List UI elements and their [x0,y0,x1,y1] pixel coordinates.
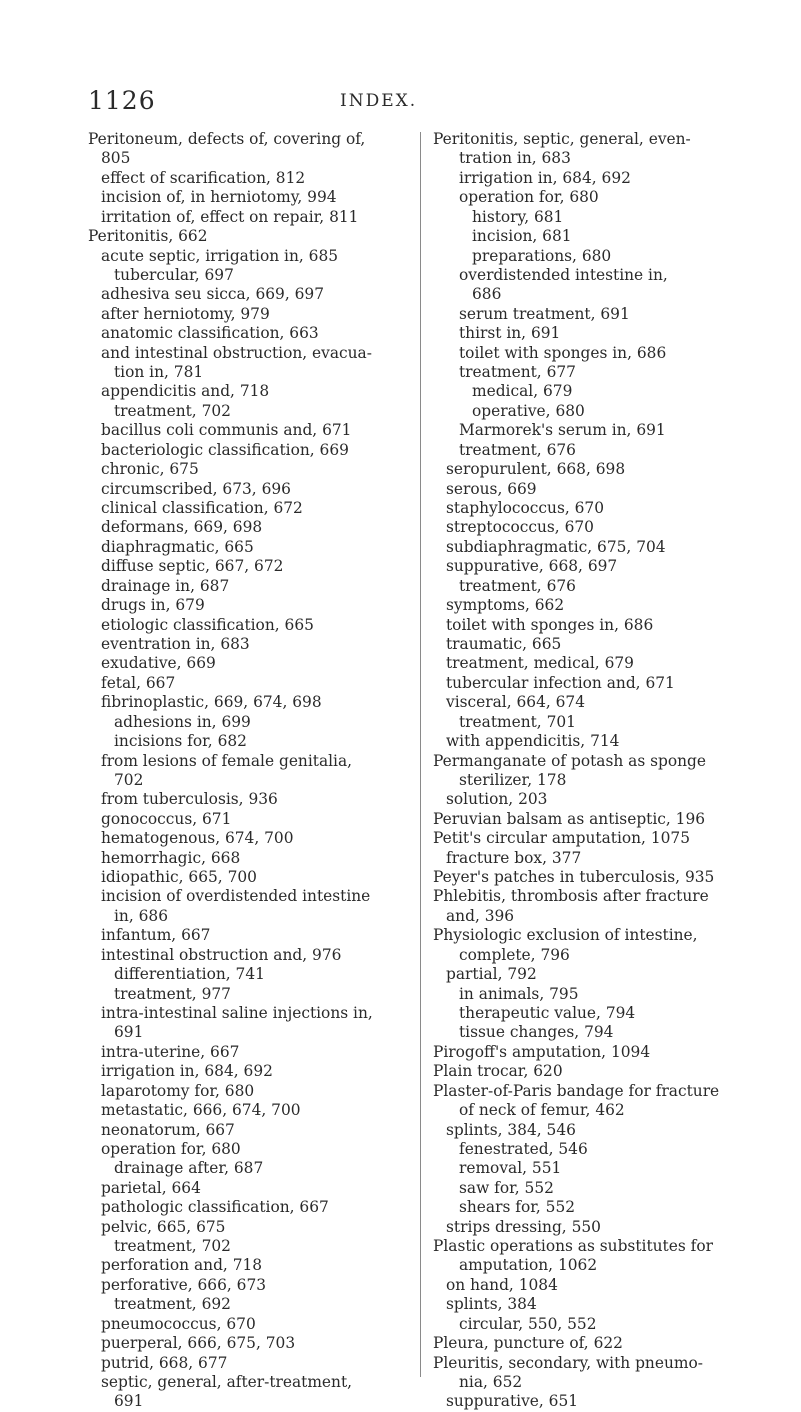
index-entry: toilet with sponges in, 686 [446,615,654,634]
index-entry: Phlebitis, thrombosis after fracture [433,887,709,906]
index-entry: and intestinal obstruction, evacua- [101,343,372,362]
index-entry: diaphragmatic, 665 [101,537,254,556]
index-entry: hemorrhagic, 668 [101,848,241,867]
index-entry: pneumococcus, 670 [101,1314,256,1333]
index-entry: Plain trocar, 620 [433,1062,563,1081]
running-head: INDEX. [340,91,418,111]
index-entry: laparotomy for, 680 [101,1081,255,1100]
index-entry: saw for, 552 [459,1178,554,1197]
index-entry: diffuse septic, 667, 672 [101,557,284,576]
index-entry: Peritoneum, defects of, covering of, [88,130,366,148]
index-entry: Peyer's patches in tuberculosis, 935 [433,868,715,887]
index-entry: overdistended intestine in, [459,265,668,284]
index-entry: Plastic operations as substitutes for [433,1237,713,1256]
index-entry: symptoms, 662 [446,596,565,615]
index-entry: bacteriologic classification, 669 [101,440,349,459]
index-entry: history, 681 [472,207,564,226]
index-entry: treatment, 702 [114,1237,231,1256]
index-entry: exudative, 669 [101,654,216,673]
index-entry: Peruvian balsam as antiseptic, 196 [433,809,706,828]
index-entry: after herniotomy, 979 [101,304,270,323]
index-entry: tubercular, 697 [114,265,234,284]
index-entry: of neck of femur, 462 [459,1101,625,1120]
index-entry: fracture box, 377 [446,848,582,867]
index-entry: Pleuritis, secondary, with pneumo- [433,1353,703,1372]
index-entry: appendicitis and, 718 [101,382,270,401]
index-entry: parietal, 664 [101,1178,201,1197]
index-entry: removal, 551 [459,1159,562,1178]
index-entry: perforation and, 718 [101,1256,263,1275]
index-entry: idiopathic, 665, 700 [101,868,257,887]
index-entry: 691 [114,1023,144,1042]
index-entry: irritation of, effect on repair, 811 [101,207,359,226]
index-entry: etiologic classification, 665 [101,615,314,634]
index-entry: shears for, 552 [459,1198,576,1217]
index-entry: suppurative, 668, 697 [446,557,618,576]
index-entry: seropurulent, 668, 698 [446,460,626,479]
index-entry: intra-intestinal saline injections in, [101,1003,373,1022]
index-entry: partial, 792 [446,965,537,984]
index-entry: splints, 384, 546 [446,1120,576,1139]
index-entry: treatment, 692 [114,1295,231,1314]
index-entry: effect of scarification, 812 [101,168,306,187]
index-entry: serous, 669 [446,479,537,498]
index-entry: fenestrated, 546 [459,1139,588,1158]
index-entry: pelvic, 665, 675 [101,1217,226,1236]
index-entry: incision, 681 [472,227,572,246]
index-entry: traumatic, 665 [446,634,562,653]
index-entry: visceral, 664, 674 [446,693,586,712]
index-entry: Petit's circular amputation, 1075 [433,829,690,848]
page-number: 1126 [88,86,156,115]
index-entry: Plaster-of-Paris bandage for fracture [433,1081,720,1100]
index-entry: Permanganate of potash as sponge [433,751,707,770]
index-entry: therapeutic value, 794 [459,1003,636,1022]
index-entry: operative, 680 [472,401,585,420]
index-entry: preparations, 680 [472,246,612,265]
index-entry: tubercular infection and, 671 [446,673,675,692]
index-entry: subdiaphragmatic, 675, 704 [446,537,666,556]
index-entry: 686 [472,285,502,304]
index-entry: strips dressing, 550 [446,1217,601,1236]
index-entry: and, 396 [446,906,515,925]
page-header [88,86,648,116]
index-entry: complete, 796 [459,945,570,964]
column-divider [420,132,421,1377]
index-entry: toilet with sponges in, 686 [459,343,667,362]
index-entry: neonatorum, 667 [101,1120,235,1139]
index-entry: anatomic classification, 663 [101,324,319,343]
index-entry: from lesions of female genitalia, [101,751,353,770]
index-entry: staphylococcus, 670 [446,499,605,518]
index-entry: drainage after, 687 [114,1159,264,1178]
index-entry: treatment, 977 [114,984,231,1003]
index-entry: sterilizer, 178 [459,770,567,789]
index-entry: circumscribed, 673, 696 [101,479,291,498]
index-entry: treatment, 676 [459,576,576,595]
index-entry: suppurative, 651 [446,1392,579,1411]
index-entry: drainage in, 687 [101,576,230,595]
index-entry: clinical classification, 672 [101,499,303,518]
index-entry: adhesiva seu sicca, 669, 697 [101,285,324,304]
index-entry: Pirogoff's amputation, 1094 [433,1042,651,1061]
index-entry: medical, 679 [472,382,573,401]
index-entry: operation for, 680 [101,1139,241,1158]
index-entry: in animals, 795 [459,984,579,1003]
index-entry: irrigation in, 684, 692 [101,1062,273,1081]
index-entry: streptococcus, 670 [446,518,594,537]
index-entry: metastatic, 666, 674, 700 [101,1101,301,1120]
index-entry: on hand, 1084 [446,1275,558,1294]
index-entry: amputation, 1062 [459,1256,598,1275]
index-entry: incision of overdistended intestine [101,887,371,906]
index-entry: drugs in, 679 [101,596,205,615]
index-entry: 691 [114,1392,144,1411]
index-entry: incisions for, 682 [114,732,247,751]
index-entry: septic, general, after-treatment, [101,1373,353,1391]
index-entry: treatment, 701 [459,712,576,731]
index-column-right [433,130,766,1412]
index-entry: deformans, 669, 698 [101,518,263,537]
index-entry: acute septic, irrigation in, 685 [101,246,339,265]
index-entry: nia, 652 [459,1373,523,1391]
index-entry: serum treatment, 691 [459,304,630,323]
index-entry: treatment, medical, 679 [446,654,634,673]
index-column-left [88,130,418,1412]
index-entry: putrid, 668, 677 [101,1353,228,1372]
index-entry: 805 [101,149,131,168]
index-entry: solution, 203 [446,790,548,809]
index-entry: bacillus coli communis and, 671 [101,421,352,440]
index-entry: Peritonitis, 662 [88,227,208,246]
index-entry: thirst in, 691 [459,324,561,343]
index-entry: differentiation, 741 [114,965,265,984]
index-entry: eventration in, 683 [101,634,250,653]
index-entry: gonococcus, 671 [101,809,232,828]
index-entry: treatment, 702 [114,401,231,420]
index-entry: intra-uterine, 667 [101,1042,240,1061]
index-entry: 702 [114,770,144,789]
index-entry: in, 686 [114,906,168,925]
index-entry: tissue changes, 794 [459,1023,614,1042]
index-entry: from tuberculosis, 936 [101,790,278,809]
index-entry: with appendicitis, 714 [446,732,620,751]
index-entry: Peritonitis, septic, general, even- [433,130,691,148]
index-entry: treatment, 677 [459,363,576,382]
index-entry: pathologic classification, 667 [101,1198,329,1217]
index-entry: adhesions in, 699 [114,712,251,731]
index-entry: operation for, 680 [459,188,599,207]
index-entry: fetal, 667 [101,673,176,692]
index-entry: splints, 384 [446,1295,537,1314]
index-entry: Pleura, puncture of, 622 [433,1334,623,1353]
index-entry: fibrinoplastic, 669, 674, 698 [101,693,322,712]
index-entry: irrigation in, 684, 692 [459,168,631,187]
index-entry: perforative, 666, 673 [101,1275,267,1294]
index-entry: puerperal, 666, 675, 703 [101,1334,296,1353]
index-entry: hematogenous, 674, 700 [101,829,294,848]
index-entry: intestinal obstruction and, 976 [101,945,342,964]
index-entry: Marmorek's serum in, 691 [459,421,666,440]
index-entry: infantum, 667 [101,926,211,945]
index-entry: circular, 550, 552 [459,1314,597,1333]
index-entry: incision of, in herniotomy, 994 [101,188,337,207]
index-entry: tration in, 683 [459,149,571,168]
index-entry: Physiologic exclusion of intestine, [433,926,698,945]
index-entry: tion in, 781 [114,363,204,382]
index-entry: chronic, 675 [101,460,199,479]
index-entry: treatment, 676 [459,440,576,459]
